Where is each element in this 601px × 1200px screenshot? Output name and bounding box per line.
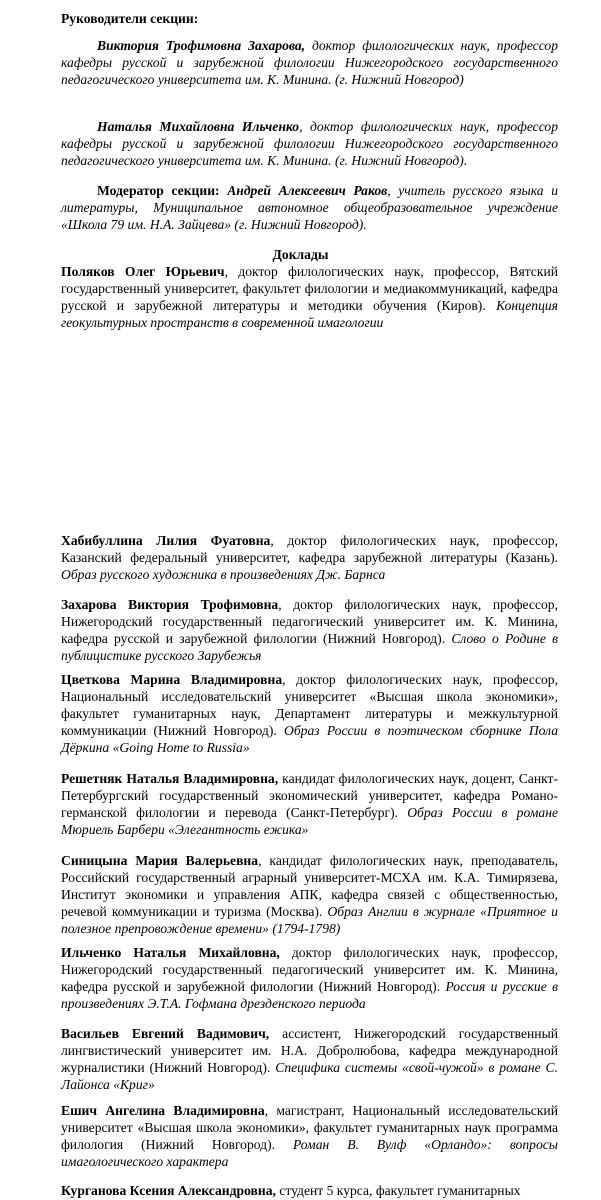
head-2-description: , доктор филологических наук, профессор кафедры русской и зарубежной филологии Нижегородского государственного педагогического университета им. К. Минина. (г. Нижний Новгород).	[61, 119, 559, 168]
head-2-name: Наталья Михайловна Ильченко	[97, 119, 300, 134]
report-author: Поляков Олег Юрьевич	[61, 264, 225, 279]
report-topic: Образ России в поэтическом сборнике Пола Дёркина «Going Home to Russia»	[61, 723, 558, 755]
report-author: Васильев Евгений Вадимович,	[61, 1026, 270, 1041]
report-author: Ильченко Наталья Михайловна,	[61, 945, 280, 960]
report-affiliation: доктор филологических наук, профессор, Нижегородский государственный педагогический университет им. К. Минина, кафедра русской и зарубежной филологии (Нижний Новгород).	[61, 945, 558, 994]
report-affiliation: , доктор филологических наук, профессор, Вятский государственный университет, факультет филологии и медиакоммуникаций, кафедра русской и зарубежной литературы и методики обучения (Киров).	[61, 264, 558, 313]
report-author: Хабибуллина Лилия Фуатовна	[61, 533, 271, 548]
report-entry	[61, 944, 558, 1012]
report-affiliation: кандидат филологических наук, доцент, Санкт-Петербургский государственный экономический университет, кафедра Романо-германской филологии и перевода (Санкт-Петербург).	[61, 771, 558, 820]
report-affiliation: , доктор филологических наук, профессор, Национальный исследовательский университет «Высшая школа экономики», факультет гуманитарных наук, Департамент литературы и межкультурной коммуникации (Нижний Новгород).	[61, 672, 558, 738]
report-topic: Образ России в романе Мюриель Барбери «Элегантность ежика»	[61, 805, 558, 837]
moderator-name: Андрей Алексеевич Раков	[227, 183, 388, 198]
moderator-description: , учитель русского языка и литературы, Муниципальное автономное общеобразовательное учреждение «Школа 79 им. Н.А. Зайцева» (г. Нижний Новгород).	[61, 183, 558, 232]
report-topic: Концепция геокультурных пространств в современной имагологии	[61, 298, 558, 330]
report-entry	[61, 532, 558, 583]
report-entry	[61, 852, 558, 937]
report-author: Решетняк Наталья Владимировна,	[61, 771, 279, 786]
report-topic: Образ Англии в журнале «Приятное и полезное препровождение времени» (1794-1798)	[61, 904, 558, 936]
report-affiliation: ассистент, Нижегородский государственный лингвистический университет им. Н.А. Добролюбова, кафедра международной журналистики (Нижний Новгород).	[61, 1026, 558, 1075]
report-entry	[61, 1182, 558, 1199]
head-1-description: доктор филологических наук, профессор кафедры русской и зарубежной филологии Нижегородского государственного педагогического университета им. К. Минина. (г. Нижний Новгород)	[61, 38, 558, 87]
moderator-label: Модератор секции:	[97, 183, 228, 198]
report-topic: Роман В. Вулф «Орландо»: вопросы имагологического характера	[61, 1137, 558, 1169]
report-affiliation: , кандидат филологических наук, преподаватель, Российский государственный аграрный университет-МСХА им. К.А. Тимирязева, Институт экономики и управления АПК, кафедра связей с общественностью, речевой коммуникации и туризма (Москва).	[61, 853, 558, 919]
report-entry	[61, 770, 558, 838]
report-entry	[61, 263, 558, 331]
report-entry	[61, 596, 558, 664]
report-affiliation: , магистрант, Национальный исследовательский университет «Высшая школа экономики», факультет гуманитарных наук программа филология (Нижний Новгород).	[61, 1103, 558, 1152]
report-topic: Россия и русские в произведениях Э.Т.А. Гофмана дрезденского периода	[61, 979, 559, 1011]
report-affiliation: , доктор филологических наук, профессор, Казанский федеральный университет, кафедра зарубежной литературы (Казань).	[61, 533, 558, 565]
section-head-1	[61, 37, 558, 88]
report-entry	[61, 1102, 558, 1170]
head-1-name: Виктория Трофимовна Захарова,	[97, 38, 306, 53]
section-heads-title: Руководители секции:	[61, 11, 199, 26]
report-topic: Слово о Родине в публицистике русского Зарубежья	[61, 631, 559, 663]
report-author: Цветкова Марина Владимировна	[61, 672, 283, 687]
report-affiliation: , доктор филологических наук, профессор, Нижегородский государственный педагогический университет им. К. Минина, кафедра русской и зарубежной филологии (Нижний Новгород).	[61, 597, 558, 646]
report-affiliation: студент 5 курса, факультет гуманитарных	[275, 1183, 521, 1198]
report-author: Курганова Ксения Александровна,	[61, 1183, 276, 1198]
report-topic: Специфика системы «свой-чужой» в романе С. Лайонса «Криг»	[61, 1060, 558, 1092]
report-entry	[61, 671, 558, 756]
section-moderator	[61, 182, 558, 233]
report-author: Ешич Ангелина Владимировна	[61, 1103, 265, 1118]
report-entry	[61, 1025, 558, 1093]
report-topic: Образ русского художника в произведениях Дж. Барнса	[61, 567, 386, 582]
reports-heading: Доклады	[272, 247, 329, 262]
report-author: Захарова Виктория Трофимовна	[61, 597, 279, 612]
report-author: Синицына Мария Валерьевна	[61, 853, 259, 868]
section-head-2	[61, 118, 558, 169]
